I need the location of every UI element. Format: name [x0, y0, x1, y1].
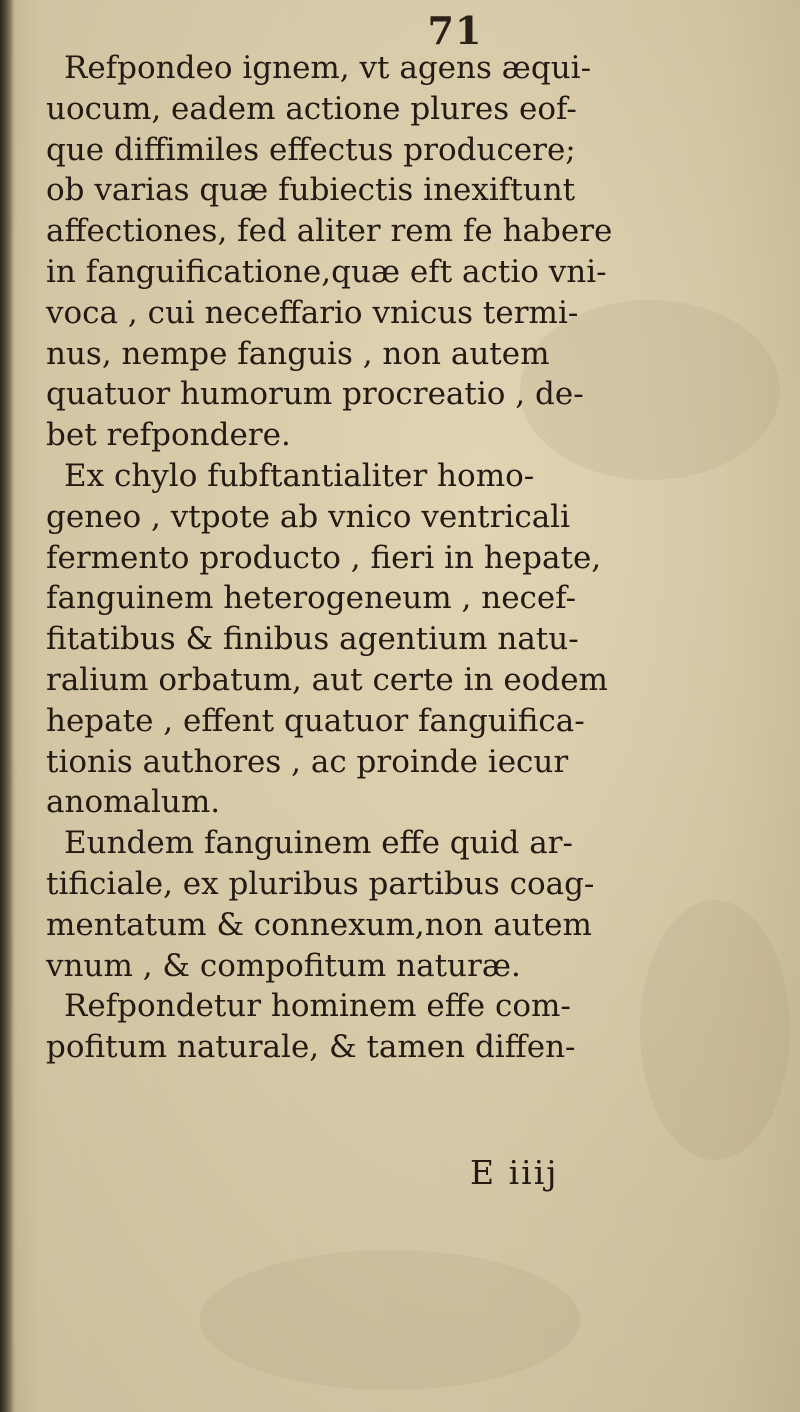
signature-mark: E iiij: [470, 1153, 559, 1192]
text-line: que diffimiles effectus producere;: [46, 131, 576, 168]
text-line: tificiale, ex pluribus partibus coag-: [46, 865, 595, 902]
page-number: 71: [427, 8, 483, 53]
text-line: nus, nempe fanguis , non autem: [46, 335, 550, 372]
text-line: pofitum naturale, & tamen diffen-: [46, 1029, 576, 1066]
text-line: anomalum.: [46, 784, 221, 821]
text-line: Refpondeo ignem, vt agens æqui-: [64, 50, 592, 86]
text-line: tionis authores , ac proinde iecur: [46, 743, 569, 780]
text-line: quatuor humorum procreatio , de-: [46, 376, 584, 413]
text-line: fanguinem heterogeneum , necef-: [46, 580, 577, 617]
text-line: geneo , vtpote ab vnico ventricali: [46, 498, 571, 535]
binding-edge: [0, 0, 14, 1412]
text-line: mentatum & connexum,non autem: [46, 906, 592, 943]
body-text: [46, 48, 676, 1068]
text-line: in fanguificatione,quæ eft actio vni-: [46, 253, 607, 290]
text-line: uocum, eadem actione plures eof-: [46, 90, 577, 127]
text-line: ralium orbatum, aut certe in eodem: [46, 661, 608, 698]
text-line: fitatibus & finibus agentium natu-: [46, 621, 579, 658]
text-line: Ex chylo fubftantialiter homo-: [64, 457, 535, 494]
text-line: Eundem fanguinem effe quid ar-: [64, 825, 573, 862]
text-line: Refpondetur hominem effe com-: [64, 988, 571, 1025]
text-line: hepate , effent quatuor fanguifica-: [46, 702, 585, 739]
text-line: fermento producto , fieri in hepate,: [46, 539, 602, 576]
text-line: ob varias quæ fubiectis inexiftunt: [46, 172, 576, 209]
text-line: voca , cui neceffario vnicus termi-: [46, 294, 579, 331]
paper-stain: [200, 1250, 580, 1390]
text-line: vnum , & compofitum naturæ.: [46, 947, 521, 984]
text-line: affectiones, fed aliter rem fe habere: [46, 213, 613, 250]
text-line: bet refpondere.: [46, 417, 291, 454]
